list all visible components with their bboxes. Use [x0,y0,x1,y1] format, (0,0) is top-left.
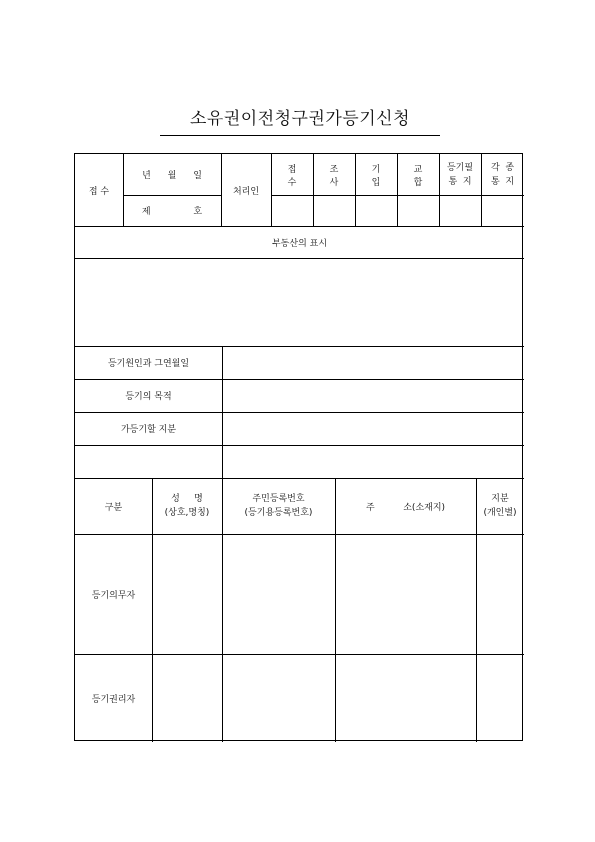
grid-line [123,154,124,226]
grid-line [123,195,221,196]
grid-line [271,195,524,196]
step-various-notice: 각 종 통 지 [490,162,515,187]
stamp-box-registration-notice[interactable] [439,195,481,226]
obligee-label: 등기권리자 [91,694,136,705]
stamp-box-various-notice[interactable] [481,195,524,226]
provisional-share-label: 가등기할 지분 [120,425,177,435]
share-header: 지분 (개인별) [483,494,517,518]
division-header: 구분 [104,502,123,513]
grid-line [313,154,314,226]
obligor-share-field[interactable] [476,534,524,654]
obligor-address-field[interactable] [335,534,476,654]
stamp-box-verification[interactable] [397,195,439,226]
receipt-label: 접 수 [88,186,110,197]
property-description-field[interactable] [75,258,524,346]
grid-line [75,412,524,413]
stamp-box-inspection[interactable] [313,195,355,226]
grid-line [75,534,524,535]
grid-line [221,154,222,226]
application-form-table [74,153,523,741]
stamp-box-entry[interactable] [355,195,397,226]
step-registration-notice: 등기필 통 지 [446,162,474,187]
grid-line [271,154,272,226]
grid-line [75,478,524,479]
blank-row-label [75,445,222,478]
purpose-field[interactable] [222,379,524,412]
receipt-number-label: 제 호 [141,207,203,217]
obligee-name-field[interactable] [152,654,222,742]
obligor-regno-field[interactable] [222,534,335,654]
obligee-share-field[interactable] [476,654,524,742]
grid-line [222,478,223,742]
registration-number-header: 주민등록번호 (등기용등록번호) [244,494,313,518]
grid-line [75,346,524,347]
receipt-date-label: 년 월 일 [142,171,202,181]
grid-line [75,379,524,380]
obligee-regno-field[interactable] [222,654,335,742]
step-verification: 교 합 [413,164,429,188]
stamp-box-receipt[interactable] [271,195,313,226]
grid-line [75,654,524,655]
grid-line [152,478,153,742]
property-section-label: 부동산의 표시 [271,238,328,249]
grid-line [75,258,524,259]
grid-line [355,154,356,226]
processor-label: 처리인 [232,186,260,197]
grid-line [75,226,524,227]
grid-line [476,478,477,742]
blank-row-field[interactable] [222,445,524,478]
grid-line [75,445,524,446]
grid-line [397,154,398,226]
cause-date-label: 등기원인과 그연월일 [107,359,190,369]
grid-line [335,478,336,742]
step-entry: 기 입 [371,164,387,188]
name-header: 성 명 (상호,명칭) [164,494,210,518]
form-title: 소유권이전청구권가등기신청 [160,104,440,136]
address-header: 주 소(소재지) [365,502,446,513]
grid-line [439,154,440,226]
obligor-label: 등기의무자 [91,590,136,601]
obligor-name-field[interactable] [152,534,222,654]
step-receipt: 접 수 [287,164,303,188]
grid-line [481,154,482,226]
cause-date-field[interactable] [222,346,524,379]
provisional-share-field[interactable] [222,412,524,445]
obligee-address-field[interactable] [335,654,476,742]
purpose-label: 등기의 목적 [125,392,172,402]
step-inspection: 조 사 [329,164,345,188]
